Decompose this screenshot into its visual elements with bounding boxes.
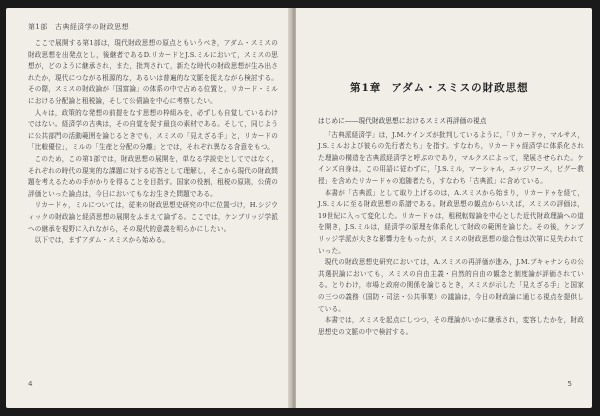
paragraph: 本書では，スミスを起点にしつつ，その理論がいかに継承され，変容したかを，財政思想史の文脈の中で検討する。 xyxy=(318,316,584,336)
right-body-text xyxy=(318,116,584,338)
chapter-title-text: アダム・スミスの財政思想 xyxy=(391,82,529,94)
chapter-label: 第1章 xyxy=(350,82,382,94)
paragraph: 本書が「古典派」として取り上げるのは，A.スミスから始まり，リカードゥを経て，J.S.ミルに至る財政思想の系譜である。財政思想の観点からいえば，スミスの評価は，19世紀に入って変化した。リカードゥは，租税転嫁論を中心とした近代財政理論への道を開き，J.S.ミルは，経済学の原理を体系化して財政の範囲を論じた。その後，ケンブリッジ学派が大きな影響力をもったが，スミスの財政思想の総合性は次第に見失われていった。 xyxy=(318,188,584,255)
paragraph: 現代の財政思想史研究においては，A.スミスの再評価が進み，J.M.ブキャナンらの公共選択論においても，スミスの自由主義・自然的自由の観念と制度論が評価されている。とりわけ，市場と政府の関係を論じるとき，スミスが示した「見えざる手」と国家の三つの義務（国防・司法・公共事業）の議論は，今日の財政論に通じる視点を提供している。 xyxy=(318,258,584,313)
right-page xyxy=(296,8,592,408)
section-heading: はじめに――現代財政思想におけるスミス再評価の視点 xyxy=(318,117,487,125)
chapter-title xyxy=(350,80,529,95)
paragraph: リカードゥ，ミルについては，従来の財政思想史研究の中に位置づけ，H.シジウィックの財政論と経済思想の展開をふまえて論ずる。ここでは，ケンブリッジ学派への継承を視野に入れながら，その現代的意義を明らかにしたい。 xyxy=(28,201,278,233)
paragraph: 人々は，政策的な発想の前提をなす思想の枠組みを，必ずしも自覚しているわけではない。経済学の古典は，その自覚を促す最良の素材である。そして，同じように公共部門の活動範囲を論じるときでも，スミスの「見えざる手」と，リカードの「比較優位」，ミルの「生産と分配の分離」とでは，それぞれ異なる含意をもつ。 xyxy=(28,108,278,152)
paragraph: このため，この第1部では，財政思想の展開を，単なる学説史としてではなく，それぞれの時代の現実的な課題に対する応答として理解し，そこから現代の財政問題を考えるための手がかりを得ることを目指す。国家の役割，租税の原則，公債の評価といった論点は，今日においてもなお生きた問題である。 xyxy=(28,154,278,198)
left-page xyxy=(6,8,290,408)
paragraph: 「古典派経済学」は，J.M.ケインズが批判しているように，「リカードゥ，マルサス，J.S.ミルおよび彼らの先行者たち」を指す。すなわち，リカードゥ経済学に体系化された理論の構造を古典派経済学と呼ぶのであり，マルクスによって，発展させられた。ケインズ自身は，この用語に従わずに，「J.S.ミル，マーシャル，エッジワース，ピグー教授」を含めたリカードゥの追随者たち，すなわち「古典派」に含めている。 xyxy=(318,130,584,185)
paragraph: ここで展開する第1部は，現代財政思想の原点ともいうべき，アダム・スミスの財政思想を出発点とし，後継者であるD.リカードとJ.S.ミルにおいて，スミスの思想が，どのように継承され，また，批判されて，新たな時代の財政思想が生み出されたか，現代につながる根源的な，あるいは普遍的な文脈を捉えながら検討する。その際，スミスの財政論が「国富論」の体系の中で占める位置と，リカード・ミルにおける分配論と租税論，そして公債論を中心に考察したい。 xyxy=(28,39,278,105)
left-body-text xyxy=(28,38,278,247)
paragraph: 以下では，まずアダム・スミスから始める。 xyxy=(34,236,170,245)
page-number-left: 4 xyxy=(28,380,33,388)
page-number-right: 5 xyxy=(567,380,572,388)
running-head: 第1部 古典経済学の財政思想 xyxy=(28,23,130,31)
